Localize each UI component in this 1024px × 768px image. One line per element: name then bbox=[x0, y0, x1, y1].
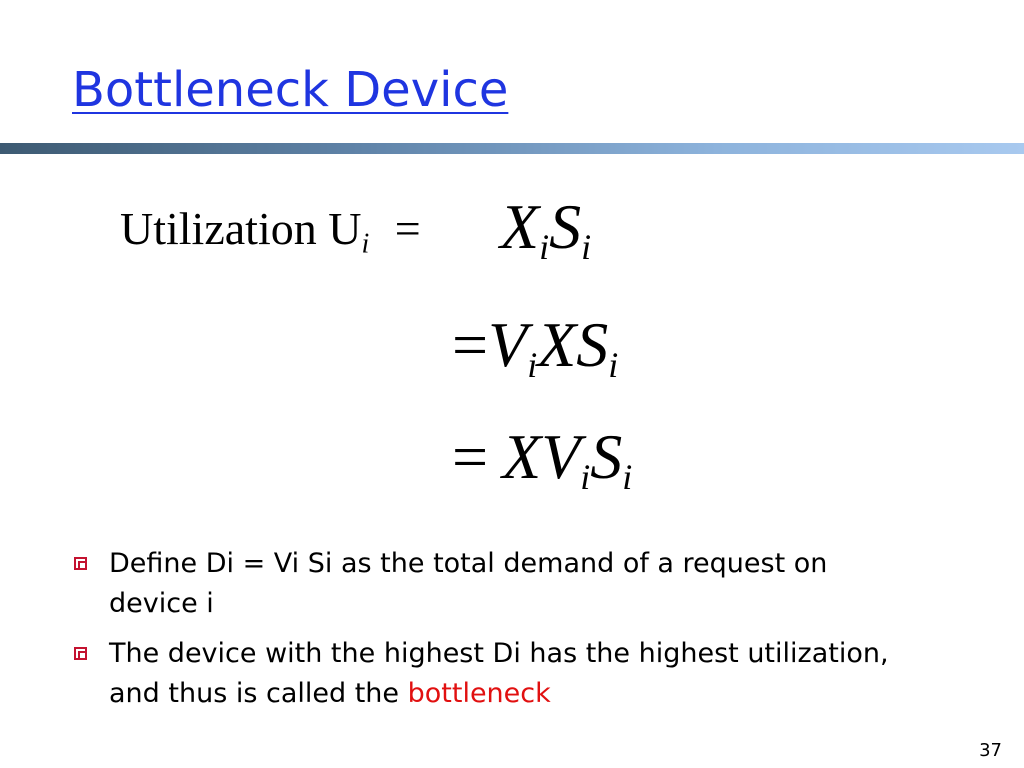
label-subscript: i bbox=[361, 228, 370, 260]
var-s: S bbox=[549, 191, 582, 262]
equals-sign: = bbox=[452, 309, 489, 380]
var-xv: XV bbox=[502, 421, 581, 492]
equation-line-2 bbox=[452, 308, 619, 385]
equation-label bbox=[120, 202, 421, 260]
square-bullet-icon bbox=[74, 557, 87, 570]
equals-sign: = bbox=[394, 203, 421, 254]
equation-line-3 bbox=[452, 420, 633, 497]
subscript: i bbox=[622, 456, 633, 497]
equation-line-1 bbox=[500, 190, 592, 267]
var-s: S bbox=[590, 421, 623, 492]
bullet-text: Define Di = Vi Si as the total demand of a request on device i bbox=[109, 548, 828, 619]
title-divider bbox=[0, 143, 1024, 154]
bullet-list bbox=[72, 544, 922, 724]
equals-sign: = bbox=[452, 421, 489, 492]
var-xs: XS bbox=[537, 309, 609, 380]
subscript: i bbox=[581, 226, 592, 267]
bullet-text: The device with the highest Di has the highest utilization, and thus is called the bbox=[109, 638, 889, 709]
bullet-item bbox=[72, 634, 922, 714]
utilization-label: Utilization U bbox=[120, 203, 362, 254]
var-v: V bbox=[488, 309, 528, 380]
var-x: X bbox=[500, 191, 540, 262]
subscript: i bbox=[580, 456, 591, 497]
bullet-item bbox=[72, 544, 922, 624]
subscript: i bbox=[539, 226, 550, 267]
subscript: i bbox=[527, 344, 538, 385]
square-bullet-icon bbox=[74, 647, 87, 660]
page-number: 37 bbox=[979, 740, 1002, 761]
subscript: i bbox=[608, 344, 619, 385]
slide-title: Bottleneck Device bbox=[72, 62, 509, 118]
bottleneck-highlight: bottleneck bbox=[407, 678, 551, 709]
